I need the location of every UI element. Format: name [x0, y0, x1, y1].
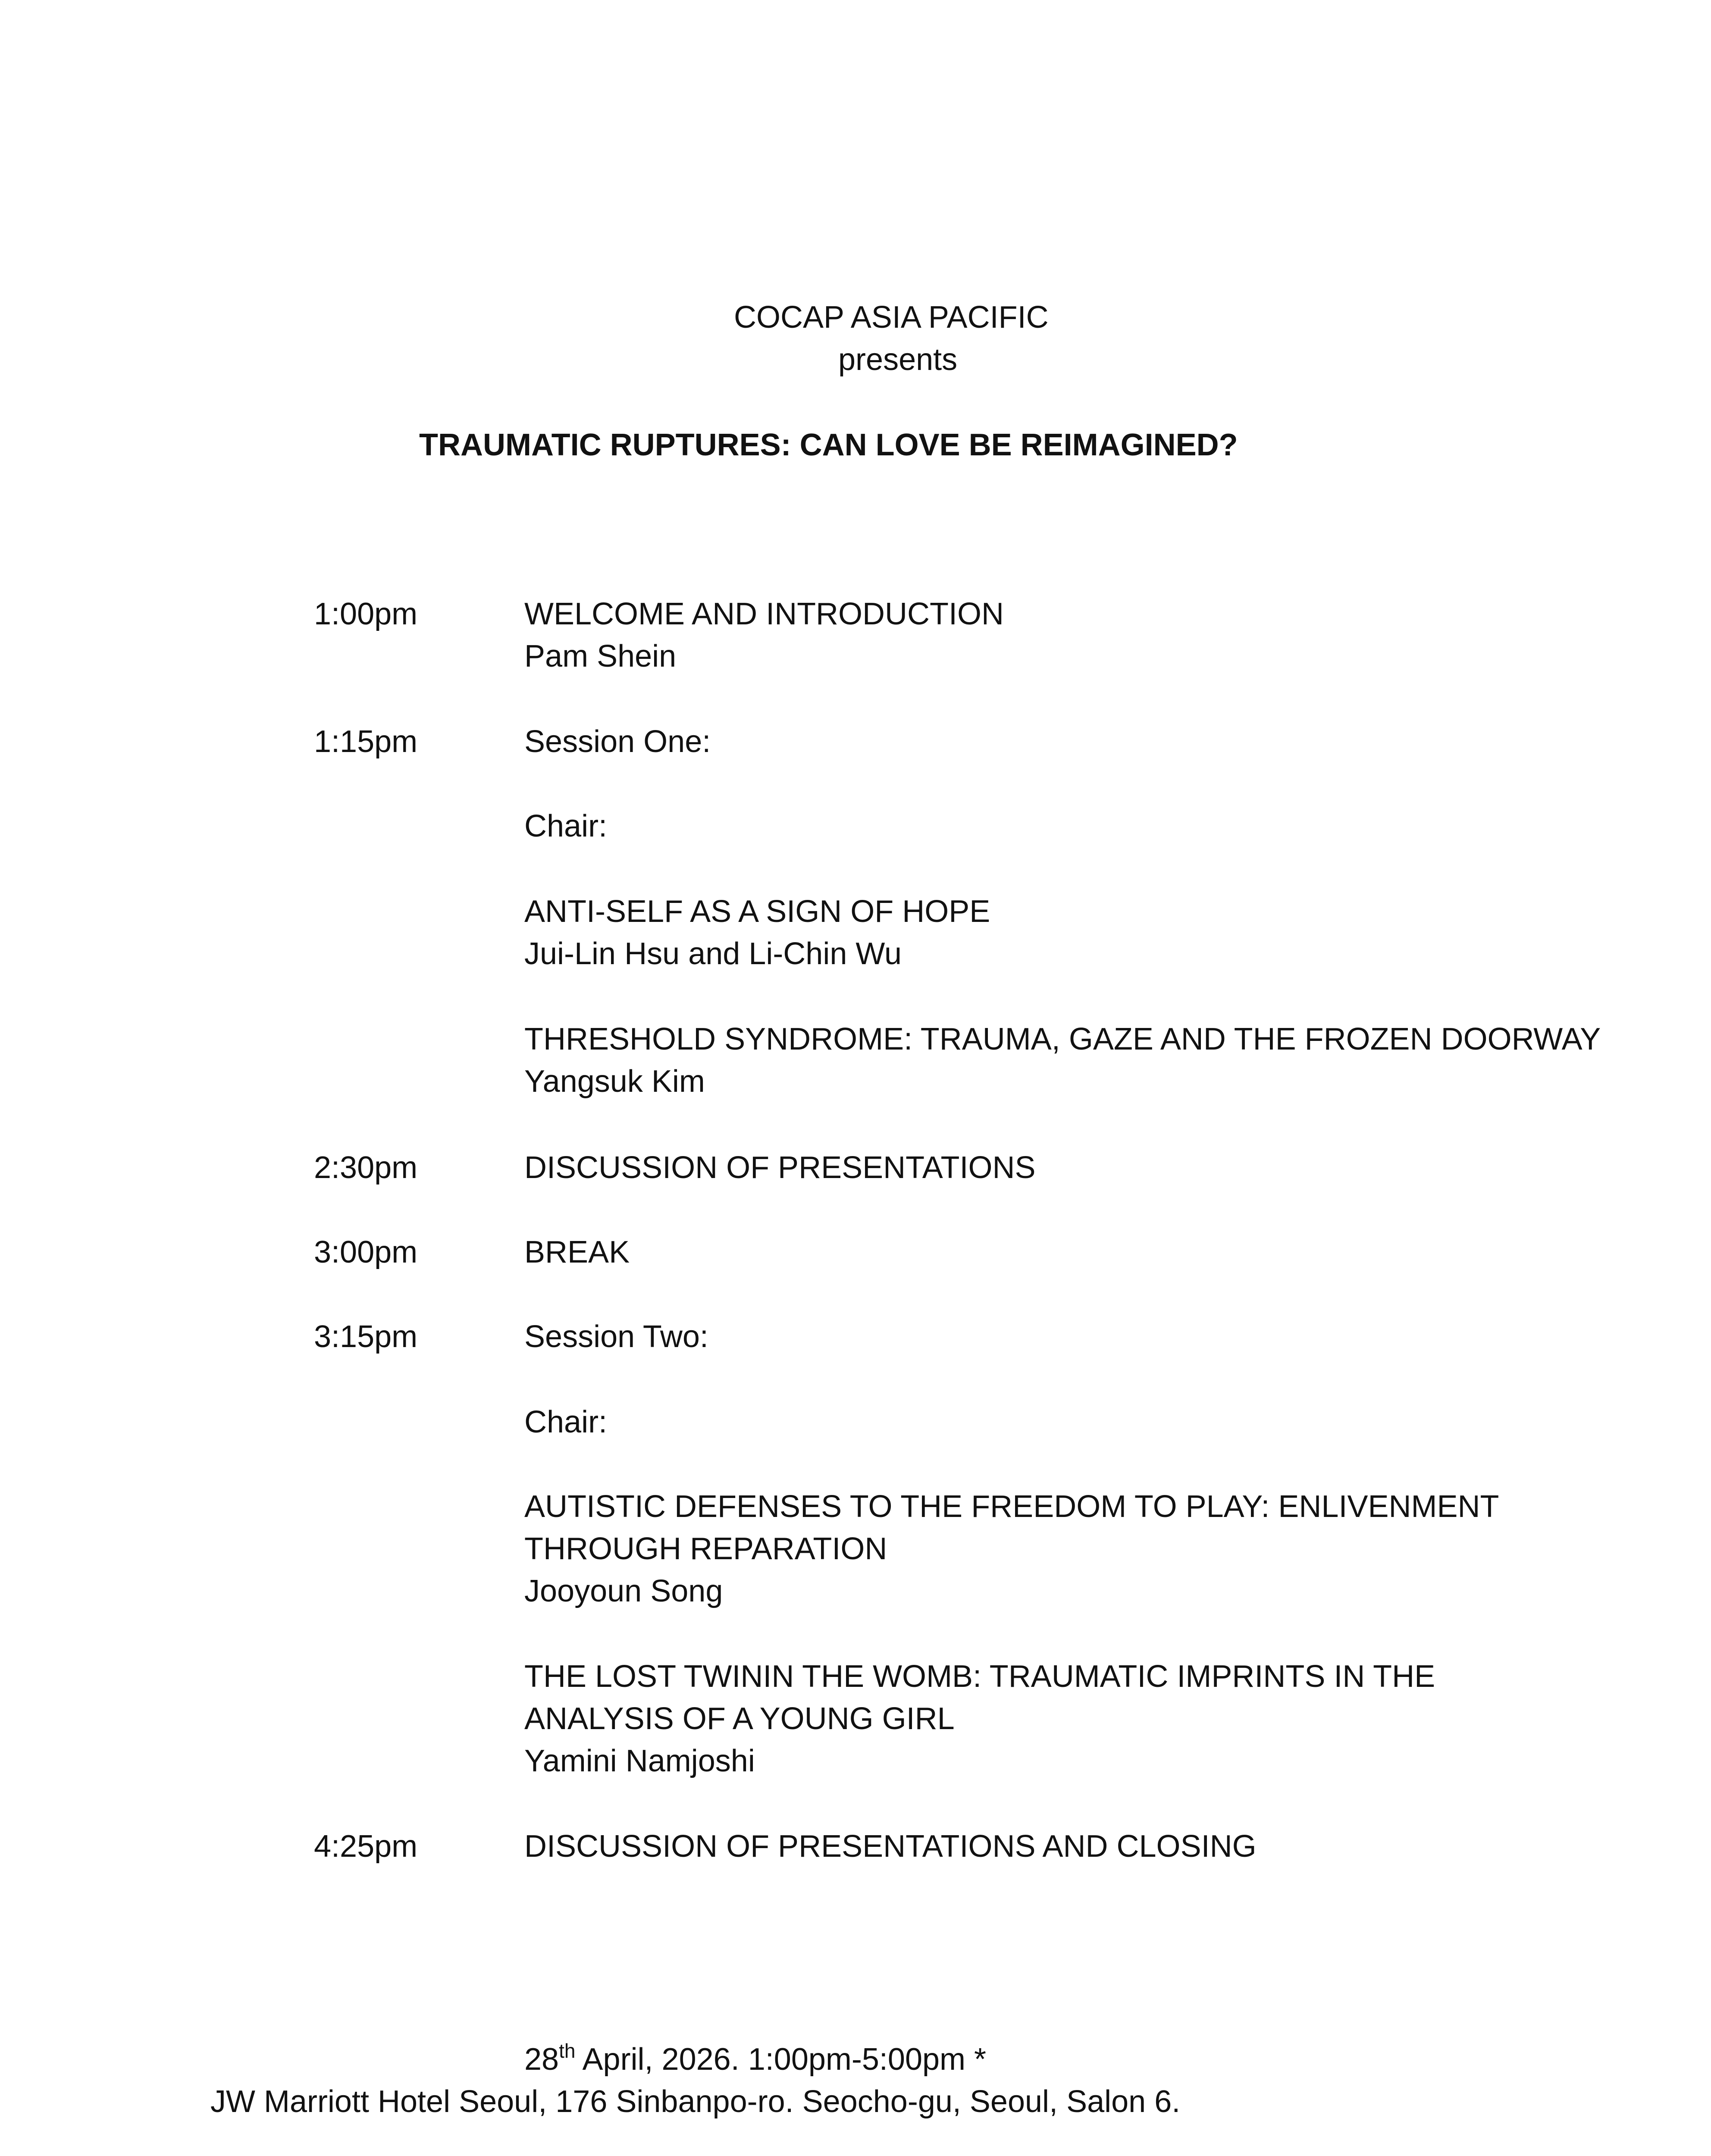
time-5: 3:15pm: [314, 1319, 418, 1354]
item-4-title: BREAK: [524, 1235, 630, 1269]
time-6: 4:25pm: [314, 1829, 418, 1864]
talk-4-title-line-2: ANALYSIS OF A YOUNG GIRL: [524, 1702, 955, 1736]
presents-label: presents: [838, 342, 958, 377]
item-1-presenter: Pam Shein: [524, 639, 677, 674]
item-6-title: DISCUSSION OF PRESENTATIONS AND CLOSING: [524, 1829, 1257, 1864]
session-two-label: Session Two:: [524, 1319, 708, 1354]
talk-3-title-line-1: AUTISTIC DEFENSES TO THE FREEDOM TO PLAY: ENLIVENMENT: [524, 1489, 1499, 1524]
time-1: 1:00pm: [314, 597, 418, 631]
event-title: TRAUMATIC RUPTURES: CAN LOVE BE REIMAGINED?: [419, 428, 1238, 462]
time-4: 3:00pm: [314, 1235, 418, 1269]
event-venue: JW Marriott Hotel Seoul, 176 Sinbanpo-ro. Seocho-gu, Seoul, Salon 6.: [210, 2084, 1181, 2119]
time-3: 2:30pm: [314, 1150, 418, 1185]
talk-2-presenter: Yangsuk Kim: [524, 1064, 705, 1099]
organizer-name: COCAP ASIA PACIFIC: [734, 300, 1049, 335]
item-3-title: DISCUSSION OF PRESENTATIONS: [524, 1150, 1036, 1185]
session-one-chair: Chair:: [524, 809, 608, 843]
event-date-suffix: th: [559, 2040, 576, 2062]
talk-2-title: THRESHOLD SYNDROME: TRAUMA, GAZE AND THE FROZEN DOORWAY: [524, 1022, 1601, 1056]
session-two-chair: Chair:: [524, 1405, 608, 1439]
talk-1-presenter: Jui-Lin Hsu and Li-Chin Wu: [524, 937, 902, 971]
talk-3-title-line-2: THROUGH REPARATION: [524, 1532, 887, 1566]
talk-4-title-line-1: THE LOST TWININ THE WOMB: TRAUMATIC IMPRINTS IN THE: [524, 1659, 1435, 1694]
event-date-day: 28: [524, 2042, 559, 2077]
item-1-title: WELCOME AND INTRODUCTION: [524, 597, 1004, 631]
talk-4-presenter: Yamini Namjoshi: [524, 1744, 755, 1778]
event-date: [524, 2040, 987, 2077]
talk-1-title: ANTI-SELF AS A SIGN OF HOPE: [524, 894, 990, 929]
time-2: 1:15pm: [314, 724, 418, 759]
event-date-rest: April, 2026. 1:00pm-5:00pm *: [575, 2042, 987, 2077]
talk-3-presenter: Jooyoun Song: [524, 1574, 723, 1608]
session-one-label: Session One:: [524, 724, 711, 759]
